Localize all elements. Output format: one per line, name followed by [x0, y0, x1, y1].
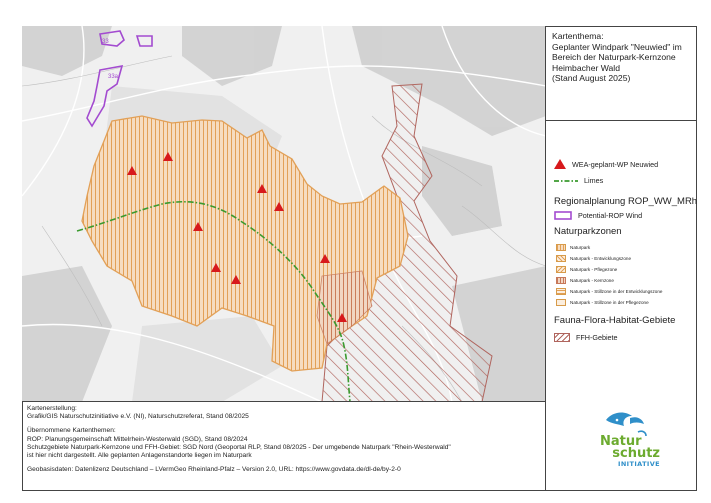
source-line: ROP: Planungsgemeinschaft Mittelrhein-Westerwald (SGD), Stand 08/2024: [27, 435, 248, 443]
map-canvas[interactable]: [22, 26, 546, 402]
naturschutz-initiative-logo: [546, 402, 697, 491]
title-line: Geplanter Windpark "Neuwied" im: [552, 41, 682, 52]
source-line: Schutzgebiete Naturpark-Kernzone und FFH-Gebiet: SGD Nord (Geoportal RLP, Stand 08/2025 - Der umgebende Naturpark "Rhein-Westerwald": [27, 443, 451, 451]
legend-heading-regional: Regionalplanung ROP_WW_MRh: [554, 196, 698, 207]
geodata-line: Geobasisdaten: Datenlizenz Deutschland – LVermGeo Rheinland-Pfalz – Version 2.0, URL: https://www.govdata.de/dl-de/by-2-0: [27, 466, 401, 474]
purple-outline-icon: [554, 211, 572, 220]
logo-line-schutz: schutz: [612, 446, 660, 461]
legend-label-rop: Potential-ROP Wind: [578, 211, 643, 220]
np-legend-item: Naturpark - Kernzone: [556, 275, 691, 286]
legend-item-limes: [554, 176, 603, 185]
np-legend-item: Naturpark - Entwicklungszone: [556, 253, 691, 264]
hatch-swatch-icon: [556, 266, 566, 273]
title-line: Bereich der Naturpark-Kernzone: [552, 52, 676, 63]
legend-label-wea: WEA-geplant-WP Neuwied: [572, 160, 659, 169]
title-line: Heimbacher Wald: [552, 62, 620, 73]
legend-label-ffh: FFH-Gebiete: [576, 333, 618, 342]
hatch-swatch-icon: [556, 277, 566, 284]
road-label-33a: 33a: [108, 74, 119, 80]
title-line: Kartenthema:: [552, 31, 604, 41]
np-legend-item: Naturpark: [556, 242, 691, 253]
np-legend-item: Naturpark - Stillzone in der Entwicklungszone: [556, 286, 691, 297]
title-line: (Stand August 2025): [552, 73, 631, 84]
source-line: ist hier nicht dargestellt. Alle geplanten Anlagenstandorte liegen im Naturpark: [27, 452, 252, 460]
credits-footer: [22, 402, 546, 491]
map-svg[interactable]: [22, 26, 546, 402]
logo-text: [600, 436, 660, 469]
dash-dot-line-icon: [554, 178, 578, 184]
legend-heading-ffh: Fauna-Flora-Habitat-Gebiete: [554, 315, 676, 326]
hatch-swatch-icon: [556, 299, 566, 306]
legend-heading-naturparkzonen: Naturparkzonen: [554, 226, 622, 237]
credit-line: Grafik/GIS Naturschutzinitiative e.V. (NI), Naturschutzreferat, Stand 08/2025: [27, 413, 249, 421]
triangle-icon: [554, 159, 566, 170]
hatch-swatch-icon: [556, 244, 566, 251]
legend-item-rop: [554, 211, 642, 220]
road-label-33: 33: [102, 39, 109, 45]
hatch-swatch-icon: [556, 288, 566, 295]
np-legend-item: Naturpark - Stillzone in der Pflegezone: [556, 297, 691, 308]
legend-label-limes: Limes: [584, 176, 604, 185]
legend-item-ffh: [554, 333, 618, 342]
logo-line-natur: Natur: [600, 434, 642, 449]
hatch-swatch-icon: [556, 255, 566, 262]
logo-line-initiative: INITIATIVE: [618, 460, 660, 468]
map-title-box: [546, 26, 697, 121]
np-legend-item: Naturpark - Pflegezone: [556, 264, 691, 275]
naturparkzonen-list: [556, 242, 691, 308]
source-heading: Übernommene Kartenthemen:: [27, 427, 116, 435]
legend-panel: [546, 26, 697, 402]
diagonal-hatch-swatch-icon: [554, 333, 570, 342]
legend-item-wea: [554, 159, 658, 170]
credit-heading: Kartenerstellung:: [27, 405, 77, 412]
